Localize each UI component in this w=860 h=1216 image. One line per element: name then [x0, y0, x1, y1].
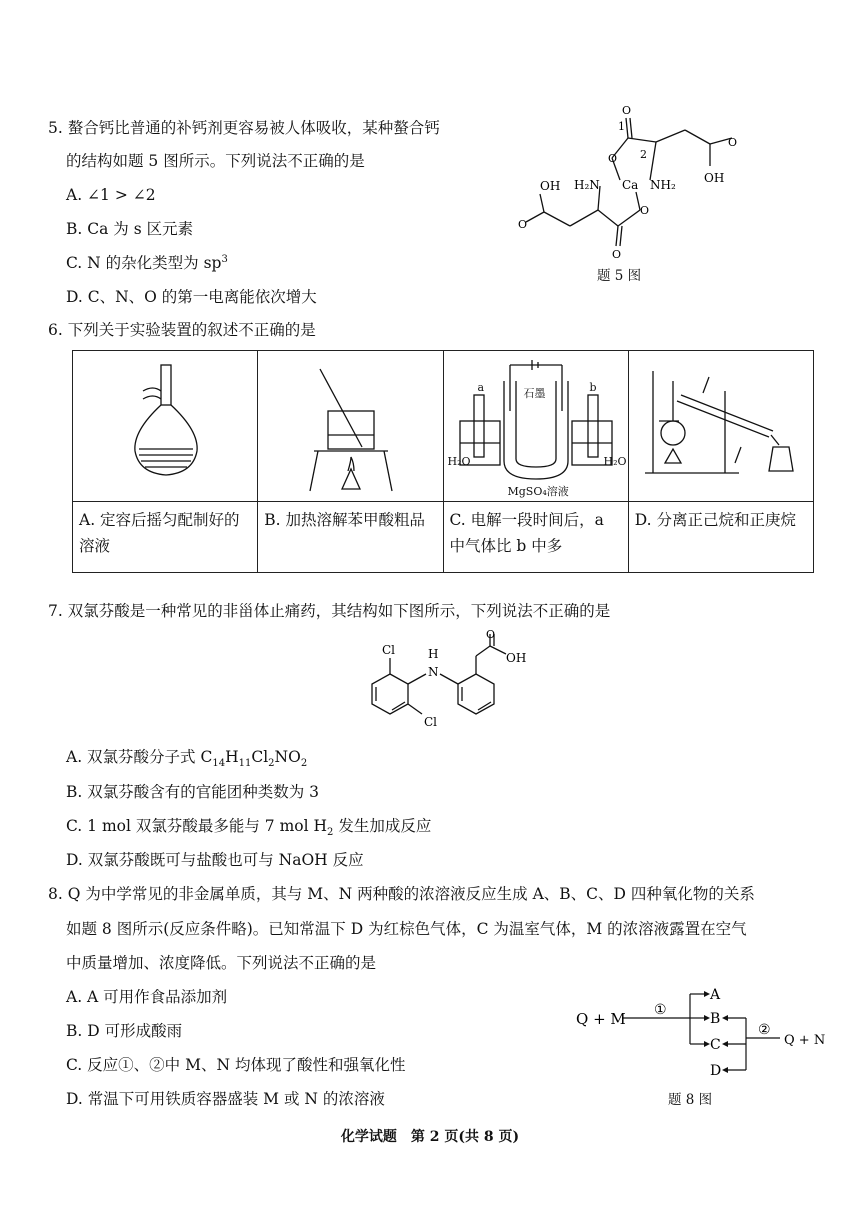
cell-b-picture — [258, 351, 443, 502]
amine-right: NH₂ — [650, 178, 676, 192]
acid-o: O — [486, 630, 496, 641]
acid-oh: OH — [506, 651, 527, 665]
q8-stem-line3: 中质量增加、浓度降低。下列说法不正确的是 — [66, 954, 377, 972]
page-footer: 化学试题 第 2 页(共 8 页) — [340, 1129, 520, 1145]
beaker-heating-icon — [258, 351, 443, 501]
q7-option-b: B. 双氯芬酸含有的官能团种类数为 3 — [66, 783, 320, 801]
q6-apparatus-table — [72, 350, 814, 573]
q7-option-c: C. 1 mol 双氯芬酸最多能与 7 mol $H_2$ 发生加成反应 — [66, 817, 432, 839]
q7-option-a: A. 双氯芬酸分子式 $C_{14}H_{11}Cl_2NO_2$ — [66, 748, 308, 770]
q5-option-d: D. C、N、O 的第一电离能依次增大 — [66, 288, 317, 306]
electrode-a-label: a — [477, 381, 485, 394]
distillation-apparatus-icon — [629, 351, 814, 501]
cell-c-text: C. 电解一段时间后，a 中气体比 b 中多 — [443, 502, 628, 573]
hydroxyl-left: OH — [540, 179, 561, 193]
electrode-b-label: b — [589, 381, 597, 394]
calcium-center: Ca — [622, 178, 639, 192]
reactants-q-n: Q + N — [784, 1033, 826, 1048]
q8-option-b: B. D 可形成酸雨 — [66, 1022, 183, 1040]
graphite-label: 石墨 — [523, 387, 546, 400]
q5-chelate-structure — [500, 100, 760, 265]
product-c: C — [710, 1037, 721, 1053]
product-b: B — [710, 1011, 721, 1027]
q7-stem: 7. 双氯芬酸是一种常见的非甾体止痛药，其结构如下图所示，下列说法不正确的是 — [48, 602, 611, 620]
cell-d-picture — [628, 351, 813, 502]
q5-figure-caption: 题 5 图 — [597, 268, 642, 284]
q5-option-a: A. ∠1 > ∠2 — [66, 186, 156, 204]
angle1-label: 1 — [618, 120, 625, 133]
q8-reaction-diagram — [570, 982, 830, 1086]
reactants-q-m: Q + M — [576, 1010, 626, 1028]
q8-stem-line1: 8. Q 为中学常见的非金属单质，其与 M、N 两种酸的浓溶液反应生成 A、B、C、D 四种氧化物的关系 — [48, 885, 755, 903]
q7-option-d: D. 双氯芬酸既可与盐酸也可与 NaOH 反应 — [66, 851, 364, 869]
q5-option-c: C. N 的杂化类型为 $sp^3$ — [66, 253, 228, 272]
hydroxyl-right: OH — [704, 171, 725, 185]
carbonyl-o-right: O — [728, 136, 738, 149]
amine-n: N — [428, 665, 439, 679]
product-a: A — [710, 987, 721, 1003]
reaction-1-label: ① — [654, 1002, 667, 1018]
q6-stem: 6. 下列关于实验装置的叙述不正确的是 — [48, 321, 316, 339]
q8-option-c: C. 反应①、②中 M、N 均体现了酸性和强氧化性 — [66, 1056, 406, 1074]
chloro-top: Cl — [382, 643, 396, 657]
volumetric-flask-icon — [73, 351, 258, 501]
amine-left: H₂N — [574, 178, 600, 192]
q5-stem-line2: 的结构如题 5 图所示。下列说法不正确的是 — [66, 152, 365, 170]
cell-d-text: D. 分离正己烷和正庚烷 — [628, 502, 813, 573]
q5-option-b: B. Ca 为 s 区元素 — [66, 220, 194, 238]
solution-label: MgSO₄溶液 — [507, 485, 569, 498]
water-right-label: H₂O — [603, 455, 627, 468]
q8-option-d: D. 常温下可用铁质容器盛装 M 或 N 的浓溶液 — [66, 1090, 385, 1108]
carbonyl-o-lower: O — [612, 248, 622, 261]
diclofenac-structure — [350, 630, 550, 740]
carbonyl-o-upper: O — [622, 104, 632, 117]
q8-option-a: A. A 可用作食品添加剂 — [66, 988, 228, 1006]
cell-a-text: A. 定容后摇匀配制好的溶液 — [73, 502, 258, 573]
cell-a-picture — [73, 351, 258, 502]
carbonyl-o-left: O — [518, 218, 528, 231]
q8-figure-caption: 题 8 图 — [668, 1092, 713, 1108]
q8-stem-line2: 如题 8 图所示(反应条件略)。已知常温下 D 为红棕色气体，C 为温室气体，M 的浓溶液露置在空气 — [66, 920, 747, 938]
chloro-bottom: Cl — [424, 715, 438, 729]
reaction-2-label: ② — [758, 1022, 771, 1038]
angle2-label: 2 — [640, 148, 647, 161]
electrolysis-apparatus-icon — [444, 351, 629, 501]
ring-o-lower: O — [640, 204, 650, 217]
q5-stem-line1: 5. 螯合钙比普通的补钙剂更容易被人体吸收，某种螯合钙 — [48, 119, 440, 137]
cell-b-text: B. 加热溶解苯甲酸粗品 — [258, 502, 443, 573]
amine-h: H — [428, 647, 439, 661]
water-left-label: H₂O — [447, 455, 471, 468]
product-d: D — [710, 1063, 722, 1079]
cell-c-picture — [443, 351, 628, 502]
ring-o-upper: O — [608, 152, 618, 165]
